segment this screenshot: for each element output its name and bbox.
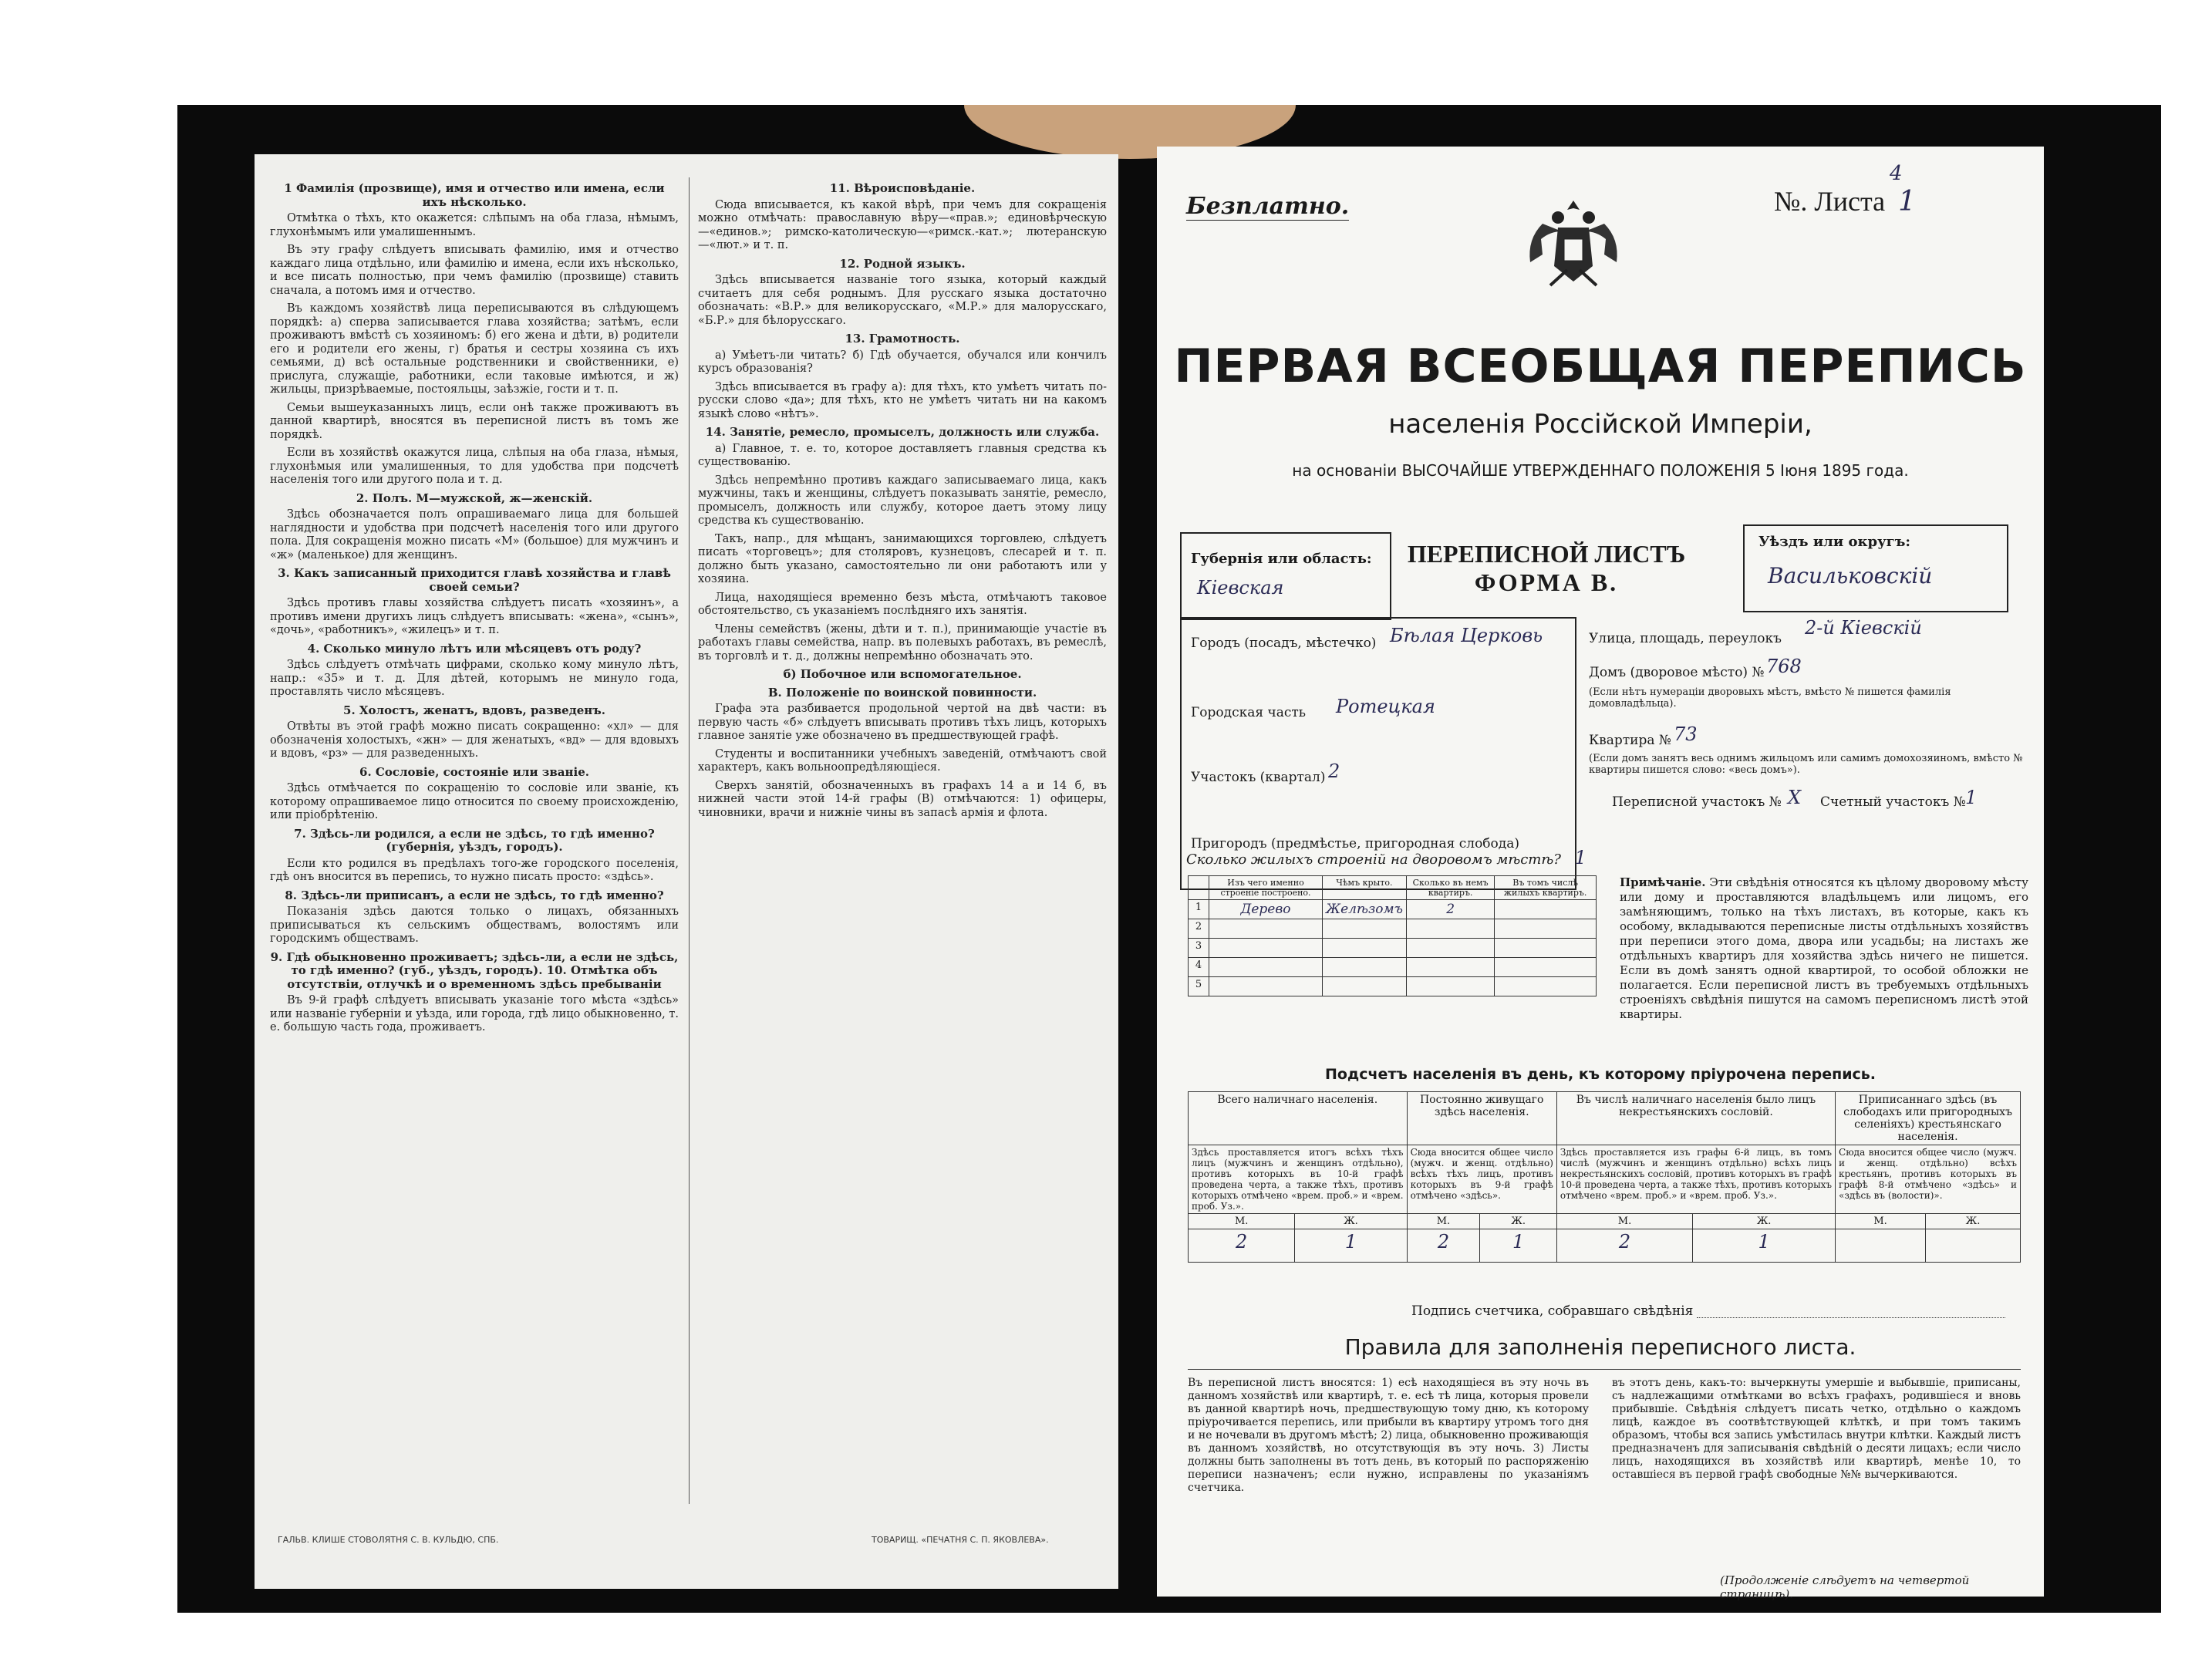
table-header-cell: Въ томъ числѣ жилыхъ квартиръ. <box>1495 876 1597 900</box>
house-note: (Если нѣтъ нумераціи дворовыхъ мѣстъ, вмѣсто № пишется фамилія домовладѣльца). <box>1589 686 1951 710</box>
summary-desc-cell: Сюда вносится общее число (мужч. и женщ. отдѣльно) всѣхъ тѣхъ лицъ, противъ которыхъ въ 9-й графѣ отмѣчено «здѣсь». <box>1407 1145 1556 1214</box>
table-cell: 3 <box>1189 939 1209 958</box>
sex-label-cell: М. <box>1407 1214 1480 1229</box>
rules-column-2-right: въ этотъ день, какъ-то: вычеркнуты умершіе и выбывшіе, приписаны, съ надлежащими отмѣтками во всѣхъ графахъ, родившіеся и вновь прибывшіе. Свѣдѣнія слѣдуетъ писать четко, отдѣльно о каждомъ лицѣ, каждое въ соотвѣтствующей клѣткѣ, и при томъ такимъ образомъ, чтобы вся запись умѣстилась внутри клѣтки. Каждый листъ предназначенъ для записыванія свѣдѣній о десяти лицахъ; если число лицъ, находящихся въ хозяйствѣ или квартирѣ, менѣе 10, то оставшіеся въ первой графѣ свободные №№ вычеркиваются. <box>1612 1377 2021 1481</box>
count-cell: 1 <box>1693 1229 1836 1263</box>
sex-label-cell: М. <box>1556 1214 1692 1229</box>
form-title-line-1: ПЕРЕПИСНОЙ ЛИСТЪ <box>1407 540 1686 568</box>
table-cell <box>1406 977 1494 996</box>
street-label: Улица, площадь, переулокъ <box>1589 631 1782 646</box>
count-district-label: Счетный участокъ № <box>1820 794 1966 810</box>
table-cell <box>1495 958 1597 977</box>
table-row <box>1189 939 1597 958</box>
district-value: 2 <box>1328 760 1340 782</box>
paragraph: Въ 9-й графѣ слѣдуетъ вписывать указаніе того мѣста «здѣсь» или названіе губерніи и уѣзда, или города, гдѣ лицо обыкновенно, т. е. большую часть года, проживаетъ. <box>270 994 679 1034</box>
table-header-cell: Изъ чего именно строеніе построено. <box>1209 876 1323 900</box>
count-cell: 2 <box>1407 1229 1480 1263</box>
table-header-cell: Сколько въ немъ квартиръ. <box>1406 876 1494 900</box>
sex-label-cell: Ж. <box>1693 1214 1836 1229</box>
summary-header-row <box>1189 1092 2021 1145</box>
table-cell <box>1209 939 1323 958</box>
section-heading: б) Побочное или вспомогательное. <box>783 667 1022 681</box>
paragraph: Въ эту графу слѣдуетъ вписывать фамилію, имя и отчество каждаго лица отдѣльно, или фамилію и имена, если ихъ нѣсколько, и все писать полностью, при чемъ фамилію (прозвище) ставить сначала, а потомъ имя и отчество. <box>270 244 679 297</box>
buildings-label: Сколько жилыхъ строеній на дворовомъ мѣстѣ? <box>1186 851 1561 868</box>
section-heading: 12. Родной языкъ. <box>839 256 966 271</box>
summary-header-cell: Приписаннаго здѣсь (въ слободахъ или пригородныхъ селеніяхъ) крестьянскаго населенія. <box>1836 1092 2021 1145</box>
suburb-label: Пригородъ (предмѣстье, пригородная слобода) <box>1191 836 1520 851</box>
summary-values-row <box>1189 1229 2021 1263</box>
section-heading: 3. Какъ записанный приходится главѣ хозяйства и главѣ своей семьи? <box>278 566 671 594</box>
summary-header-cell: Постоянно живущаго здѣсь населенія. <box>1407 1092 1556 1145</box>
column-divider <box>689 177 690 1504</box>
house-label: Домъ (дворовое мѣсто) № <box>1589 665 1765 680</box>
gubernia-label: Губернія или область: <box>1191 551 1372 567</box>
table-cell <box>1209 977 1323 996</box>
table-cell <box>1495 919 1597 939</box>
summary-desc-cell: Сюда вносится общее число (мужч. и женщ. отдѣльно) всѣхъ крестьянъ, противъ которыхъ въ графѣ 8-й отмѣчено «здѣсь» и «здѣсь въ (волости)». <box>1836 1145 2021 1214</box>
paragraph: Отвѣты въ этой графѣ можно писать сокращенно: «хл» — для обозначенія холостыхъ, «жн» — для женатыхъ, «вд» — для вдовыхъ и вдовъ, «рз» — для разведенныхъ. <box>270 720 679 760</box>
section-heading: 2. Полъ. М—мужской, ж—женскій. <box>356 491 593 505</box>
section-heading: 6. Сословіе, состояніе или званіе. <box>359 764 589 779</box>
paragraph: а) Умѣетъ-ли читать? б) Гдѣ обучается, обучался или кончилъ курсъ образованія? <box>698 349 1107 375</box>
gubernia-box <box>1180 532 1391 620</box>
table-cell: 4 <box>1189 958 1209 977</box>
left-page <box>255 154 1118 1589</box>
census-district-label: Переписной участокъ № <box>1612 794 1782 810</box>
town-value: Бѣлая Церковь <box>1390 625 1543 646</box>
paragraph: Показанія здѣсь даются только о лицахъ, обязанныхъ приписываться къ сельскимъ обществамъ, волостямъ или городскимъ обществамъ. <box>270 905 679 945</box>
buildings-table <box>1188 875 1597 996</box>
paragraph: Такъ, напр., для мѣщанъ, занимающихся торговлею, слѣдуетъ писать «торговецъ»; для столяровъ, кузнецовъ, слесарей и т. п. должно быть указано, самостоятельно ли они работаютъ или у хозяина. <box>698 532 1107 585</box>
paragraph: Если въ хозяйствѣ окажутся лица, слѣпыя на оба глаза, нѣмыя, глухонѣмыя или умалишенныя, то для удобства при подсчетѣ населенія того или другого пола и т. д. <box>270 447 679 486</box>
sheet-number-label: №. Листа <box>1774 186 1886 217</box>
paragraph: Здѣсь вписывается въ графу а): для тѣхъ, кто умѣетъ читать по-русски слово «да»; для тѣхъ, кто не умѣетъ читать ни на какомъ языкѣ слово «нѣтъ». <box>698 380 1107 420</box>
summary-header-cell: Всего наличнаго населенія. <box>1189 1092 1408 1145</box>
paragraph: Здѣсь отмѣчается по сокращенію то сословіе или званіе, къ которому опрашиваемое лицо относится по своему происхожденію, или пріобрѣтенію. <box>270 782 679 821</box>
table-cell <box>1495 939 1597 958</box>
section-heading: 4. Сколько минуло лѣтъ или мѣсяцевъ отъ роду? <box>307 641 642 656</box>
summary-title: Подсчетъ населенія въ день, къ которому пріурочена перепись. <box>1324 1066 1876 1083</box>
paragraph: Если кто родился въ предѣлахъ того-же городского поселенія, гдѣ онъ вносится въ перепись, то нужно писать просто: «здѣсь». <box>270 857 679 883</box>
house-value: 768 <box>1766 656 1802 677</box>
paragraph: Здѣсь непремѣнно противъ каждаго записываемаго лица, какъ мужчины, такъ и женщины, слѣдуетъ показывать занятіе, ремесло, промыселъ, должность или службу, которое даетъ этому лицу средства къ существованію. <box>698 474 1107 527</box>
rules-title: Правила для заполненія переписного листа. <box>1344 1334 1856 1360</box>
buildings-note <box>1620 875 2028 1022</box>
summary-desc-row <box>1189 1145 2021 1214</box>
flat-note: (Если домъ занятъ весь однимъ жильцомъ или самимъ домохозяиномъ, вмѣсто № квартиры пишется слово: «весь домъ»). <box>1589 753 2023 776</box>
section-heading: 7. Здѣсь-ли родился, а если не здѣсь, то гдѣ именно? (губернія, уѣздъ, городъ). <box>294 826 655 854</box>
census-district-value: X <box>1788 787 1802 808</box>
table-cell: 2 <box>1189 919 1209 939</box>
count-cell <box>1836 1229 1926 1263</box>
summary-desc-cell: Здѣсь проставляется изъ графы 6-й лицъ, въ томъ числѣ (мужчинъ и женщинъ отдѣльно) всѣхъ лицъ некрестьянскихъ сословій, противъ которыхъ въ графѣ 10-й проведена черта, а также тѣхъ, противъ которыхъ отмѣчено «врем. проб.» и «врем. проб. Уз.». <box>1556 1145 1835 1214</box>
form-title <box>1388 532 1705 617</box>
section-heading: 14. Занятіе, ремесло, промыселъ, должность или служба. <box>705 425 1100 439</box>
sheet-number <box>1774 162 1917 217</box>
count-cell: 2 <box>1189 1229 1295 1263</box>
table-cell <box>1406 919 1494 939</box>
section-heading: 11. Вѣроисповѣданіе. <box>829 181 976 195</box>
table-cell <box>1323 977 1407 996</box>
note-text: Эти свѣдѣнія относятся къ цѣлому дворовому мѣсту или дому и проставляются владѣльцемъ или лицомъ, его замѣняющимъ, только на тѣхъ листахъ, въ которые, какъ къ особому, вкладываются переписные листы отдѣльныхъ хозяйствъ при переписи этого дома, двора или усадьбы; на листахъ же отдѣльныхъ квартиръ для хозяйства здѣсь ничего не пишется. Если въ домѣ занятъ одной квартирой, то особой обложки не полагается. Если переписной листъ въ требуемыхъ отдѣльныхъ строеніяхъ свѣдѣнія пишутся на самомъ переписномъ листѣ этой квартиры. <box>1620 875 2028 1021</box>
table-cell: Желѣзомъ <box>1323 900 1407 919</box>
sex-label-cell: Ж. <box>1480 1214 1557 1229</box>
table-cell: 2 <box>1406 900 1494 919</box>
table-header-row <box>1189 876 1597 900</box>
count-cell: 2 <box>1556 1229 1692 1263</box>
paragraph: Отмѣтка о тѣхъ, кто окажется: слѣпымъ на оба глаза, нѣмымъ, глухонѣмымъ или умалишеннымъ. <box>270 212 679 238</box>
table-header-cell <box>1189 876 1209 900</box>
right-page <box>1157 147 2044 1601</box>
population-summary-table <box>1188 1091 2021 1263</box>
table-cell <box>1406 958 1494 977</box>
table-cell <box>1406 939 1494 958</box>
section-heading: 5. Холостъ, женатъ, вдовъ, разведенъ. <box>343 703 605 717</box>
paragraph: Семьи вышеуказанныхъ лицъ, если онѣ также проживаютъ въ данной квартирѣ, вносятся въ переписной листъ въ томъ же порядкѣ. <box>270 401 679 441</box>
table-cell: 1 <box>1189 900 1209 919</box>
count-district-value: 1 <box>1965 787 1978 808</box>
flat-value: 73 <box>1674 723 1698 745</box>
summary-desc-cell: Здѣсь проставляется итогъ всѣхъ тѣхъ лицъ (мужчинъ и женщинъ отдѣльно), противъ которыхъ въ 10-й графѣ проведена черта, а также тѣхъ, противъ которыхъ отмѣчено «врем. проб.» и «врем. проб. Уз.». <box>1189 1145 1408 1214</box>
table-cell <box>1323 919 1407 939</box>
sex-label-cell: Ж. <box>1295 1214 1407 1229</box>
section-heading: 1 Фамилія (прозвище), имя и отчество или имена, если ихъ нѣсколько. <box>284 181 665 209</box>
paragraph: а) Главное, т. е. то, которое доставляетъ главныя средства къ существованію. <box>698 442 1107 468</box>
form-title-line-2: ФОРМА В. <box>1474 568 1619 596</box>
section-heading: 9. Гдѣ обыкновенно проживаетъ; здѣсь-ли, а если не здѣсь, то гдѣ именно? (губ., уѣздъ, городъ). 10. Отмѣтка объ отсутствіи, отлучкѣ и о временномъ здѣсь пребываніи <box>270 949 679 991</box>
table-cell <box>1323 958 1407 977</box>
count-cell: 1 <box>1295 1229 1407 1263</box>
table-header-cell: Чѣмъ крыто. <box>1323 876 1407 900</box>
paragraph: Графа эта разбивается продольной чертой на двѣ части: въ первую часть «б» слѣдуетъ вписывать противъ тѣхъ лицъ, которыхъ главное занятіе уже обозначено въ предшествующей графѣ. <box>698 703 1107 742</box>
buildings-question <box>1186 847 1587 868</box>
free-label: Безплатно. <box>1186 193 1350 220</box>
rules-column-1 <box>270 177 679 1519</box>
district-label: Участокъ (квартал) <box>1191 770 1326 785</box>
rules-divider <box>1188 1369 2021 1370</box>
count-cell: 1 <box>1480 1229 1557 1263</box>
paragraph: Студенты и воспитанники учебныхъ заведеній, отмѣчаютъ свой характеръ, какъ вольноопредѣляющіеся. <box>698 747 1107 774</box>
document-title: ПЕРВАЯ ВСЕОБЩАЯ ПЕРЕПИСЬ <box>1174 339 2027 393</box>
sex-label-cell: М. <box>1189 1214 1295 1229</box>
rules-column-2 <box>698 177 1107 1519</box>
table-cell <box>1209 958 1323 977</box>
city-part-value: Ротецкая <box>1336 696 1435 717</box>
paragraph: Сверхъ занятій, обозначенныхъ въ графахъ 14 а и 14 б, въ нижней части этой 14-й графы (В) отмѣчаются: 1) офицеры, чиновники, врачи и нижніе чины въ запасѣ армія и флота. <box>698 779 1107 819</box>
sheet-number-value: 1 <box>1898 186 1917 217</box>
paragraph: Лица, находящіеся временно безъ мѣста, отмѣчаютъ таковое обстоятельство, съ указаніемъ послѣдняго ихъ занятія. <box>698 591 1107 617</box>
table-row <box>1189 958 1597 977</box>
table-cell <box>1495 900 1597 919</box>
continued-note: (Продолженіе слѣдуетъ на четвертой страницѣ). <box>1720 1573 1970 1601</box>
printer-imprint-left: ГАЛЬВ. КЛИШЕ СТОВОЛЯТНЯ С. В. КУЛЬДЮ, СПБ. <box>278 1535 499 1545</box>
document-subtitle: населенія Россійской Имперіи, <box>1388 409 1812 440</box>
table-cell: 5 <box>1189 977 1209 996</box>
sheet-number-extra: 4 <box>1890 162 1903 185</box>
paragraph: Здѣсь вписывается названіе того языка, который каждый считаетъ для себя роднымъ. Для русскаго языка достаточно обозначать: «В.Р.» для великорусскаго, «М.Р.» для малорусскаго, «Б.Р.» для бѣлорусскаго. <box>698 274 1107 327</box>
paragraph: Сюда вписывается, къ какой вѣрѣ, при чемъ для сокращенія можно отмѣчать: православную вѣру—«прав.»; единовѣрческую—«единов.»; римско-католическую—«римск.-кат.»; лютеранскую—«лют.» и т. п. <box>698 198 1107 251</box>
sex-label-cell: Ж. <box>1926 1214 2021 1229</box>
table-row <box>1189 900 1597 919</box>
table-cell <box>1209 919 1323 939</box>
town-label: Городъ (посадъ, мѣстечко) <box>1191 636 1377 651</box>
uezd-box <box>1743 524 2008 612</box>
table-cell: Дерево <box>1209 900 1323 919</box>
section-heading: В. Положеніе по воинской повинности. <box>767 685 1037 700</box>
paragraph: Въ каждомъ хозяйствѣ лица переписываются въ слѣдующемъ порядкѣ: а) сперва записывается глава хозяйства; затѣмъ, если проживаютъ вмѣстѣ съ хозяиномъ: б) его жена и дѣти, в) родители его и родители его жены, г) братья и сестры хозяина съ ихъ семьями, д) всѣ остальные родственники и свойственники, е) прислуга, служащіе, работники, если таковые имѣются, и ж) жильцы, призрѣваемые, постояльцы, заѣзжіе, гости и т. п. <box>270 302 679 396</box>
city-part-label: Городская часть <box>1191 705 1307 720</box>
uezd-value: Васильковскій <box>1768 563 1933 588</box>
street-value: 2-й Кіевскій <box>1805 617 1922 639</box>
printer-imprint-right: ТОВАРИЩ. «ПЕЧАТНЯ С. П. ЯКОВЛЕВА». <box>872 1535 1049 1545</box>
signature-label: Подпись счетчика, собравшаго свѣдѣнія <box>1411 1303 1694 1319</box>
table-row <box>1189 977 1597 996</box>
paragraph: Здѣсь слѣдуетъ отмѣчать цифрами, сколько кому минуло лѣтъ, напр.: «35» и т. д. Для дѣтей, которымъ не минуло года, проставлять число мѣсяцевъ. <box>270 659 679 698</box>
note-title: Примѣчаніе. <box>1620 875 1706 889</box>
summary-mf-row <box>1189 1214 2021 1229</box>
legal-basis: на основаніи ВЫСОЧАЙШЕ УТВЕРЖДЕННАГО ПОЛОЖЕНІЯ 5 Іюня 1895 года. <box>1292 461 1909 480</box>
table-cell <box>1323 939 1407 958</box>
summary-header-cell: Въ числѣ наличнаго населенія было лицъ некрестьянскихъ сословій. <box>1556 1092 1835 1145</box>
section-heading: 8. Здѣсь-ли приписанъ, а если не здѣсь, то гдѣ именно? <box>285 888 664 902</box>
sex-label-cell: М. <box>1836 1214 1926 1229</box>
double-headed-eagle-emblem <box>1519 193 1627 293</box>
table-cell <box>1495 977 1597 996</box>
paragraph: Здѣсь противъ главы хозяйства слѣдуетъ писать «хозяинъ», а противъ имени другихъ лицъ слѣдуетъ вписывать: «жена», «сынъ», «дочь», «работникъ», «жилецъ» и т. п. <box>270 597 679 636</box>
table-row <box>1189 919 1597 939</box>
section-heading: 13. Грамотность. <box>845 332 960 346</box>
uezd-label: Уѣздъ или округъ: <box>1758 534 1911 550</box>
paragraph: Члены семействъ (жены, дѣти и т. п.), принимающіе участіе въ работахъ главы семейства, напр. въ полевыхъ работахъ, въ ремеслѣ, въ торговлѣ и т. д., должны непремѣнно обозначать это. <box>698 622 1107 663</box>
count-cell <box>1926 1229 2021 1263</box>
paragraph: Здѣсь обозначается полъ опрашиваемаго лица для большей наглядности и удобства при подсчетѣ населенія того или другого пола. Для сокращенія можно писать «М» (большое) для мужчинъ и «ж» (маленькое) для женщинъ. <box>270 508 679 561</box>
signature-line <box>1697 1317 2005 1318</box>
gubernia-value: Кіевская <box>1197 577 1284 599</box>
buildings-value: 1 <box>1574 847 1587 868</box>
rules-column-1-right: Въ переписной листъ вносятся: 1) есѣ находящіеся въ эту ночь въ данномъ хозяйствѣ или квартирѣ, т. е. есѣ тѣ лица, которыя провели въ данной квартирѣ ночь, предшествующую тому дню, къ которому пріурочивается перепись, или прибыли въ квартиру утромъ того дня и не ночевали въ другомъ мѣстѣ; 2) лица, обыкновенно проживающія въ данномъ хозяйствѣ, но отсутствующія въ эту ночь. 3) Листы должны быть заполнены въ тотъ день, въ который по распоряженію переписи назначенъ; если нужно, исправлены по указаніямъ счетчика. <box>1188 1377 1589 1494</box>
flat-label: Квартира № <box>1589 733 1671 748</box>
